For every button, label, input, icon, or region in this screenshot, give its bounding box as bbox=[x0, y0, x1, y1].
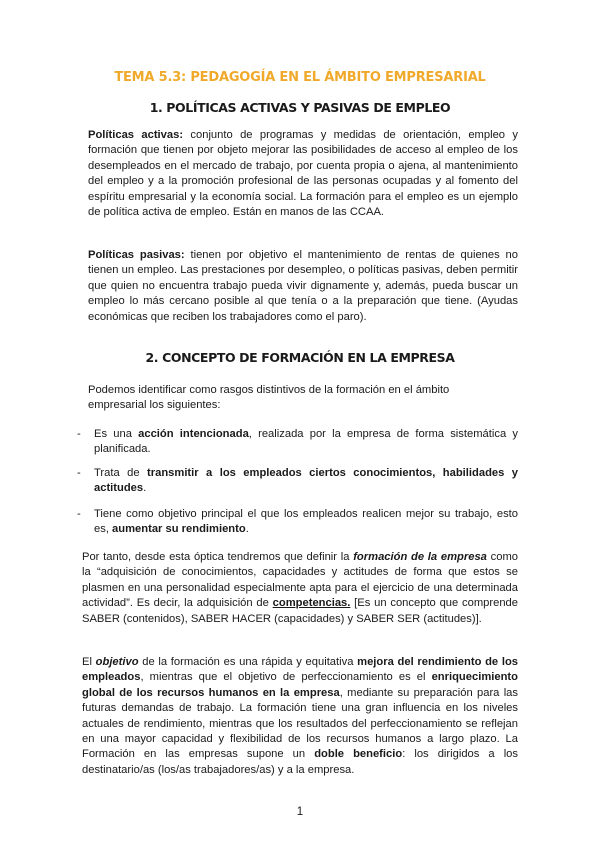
p2-objetivo: objetivo bbox=[95, 656, 139, 668]
p1-competencias: competencias. bbox=[272, 597, 351, 610]
text-politicas-pasivas: tienen por objetivo el mantenimiento de rentas de quienes no tienen un empleo. Las prestaciones por desempleo, o políticas pasivas, deben permitir que quien no encuentra trabajo pueda vivir dignamente y, además, pueda buscar un empleo lo más cercano posible al que tenía o a la preparación que tiene. (Ayudas económicas que reciben los trabajadores como el paro). bbox=[88, 249, 518, 323]
p2-g: , mediante su preparación para las futuras demandas de trabajo. La formación tiene una gran influencia en los niveles actuales de rendimiento, mientras que los resultados del perfeccionamiento se reflejan en una mayor capacidad y flexibilidad de los recursos humanos a largo plazo. La Formación en las empresas supone un bbox=[82, 686, 519, 761]
p2-i: : los dirigidos a los destinatario/as (los/as trabajadores/as) y a la empresa. bbox=[82, 748, 518, 776]
bullet-2-pre: Trata de bbox=[94, 467, 148, 479]
paragraph-politicas-pasivas bbox=[88, 248, 518, 325]
section-2-heading: 2. CONCEPTO DE FORMACIÓN EN LA EMPRESA bbox=[145, 350, 455, 365]
document-title: TEMA 5.3: PEDAGOGÍA EN EL ÁMBITO EMPRESARIAL bbox=[114, 70, 486, 85]
p1-pre: Por tanto, desde esta óptica tendremos que definir la bbox=[82, 551, 354, 563]
bullet-dash-1: - bbox=[77, 428, 81, 440]
section-1-heading: 1. POLÍTICAS ACTIVAS Y PASIVAS DE EMPLEO bbox=[149, 100, 451, 115]
p1-emphasis: formación de la empresa bbox=[353, 551, 487, 563]
label-politicas-pasivas: Políticas pasivas: bbox=[88, 249, 185, 261]
paragraph-intro: Podemos identificar como rasgos distintivos de la formación en el ámbito empresarial los siguientes: bbox=[88, 384, 450, 412]
bullet-item-3 bbox=[94, 507, 518, 538]
label-politicas-activas: Políticas activas: bbox=[88, 129, 184, 141]
bullet-1-post: , realizada por la empresa de forma sistemática y planificada. bbox=[94, 428, 518, 456]
p2-doble-beneficio: doble beneficio bbox=[314, 748, 403, 761]
bullet-3-pre: Tiene como objetivo principal el que los empleados realicen mejor su trabajo, esto es, bbox=[94, 508, 518, 536]
p2-enriquecimiento: enriquecimiento global de los recursos humanos en la empresa bbox=[82, 671, 518, 699]
bullet-2-bold: transmitir a los empleados ciertos conocimientos, habilidades y actitudes bbox=[94, 467, 519, 495]
bullet-3-post: . bbox=[245, 523, 249, 536]
bullet-1-bold: acción intencionada bbox=[138, 428, 249, 440]
bullet-1-pre: Es una bbox=[94, 428, 139, 440]
paragraph-objetivo-formacion bbox=[82, 655, 518, 778]
p2-e: , mientras que el objetivo de perfeccionamiento es el bbox=[140, 671, 432, 684]
bullet-3-bold: aumentar su rendimiento bbox=[112, 523, 246, 536]
p1-mid: como la “adquisición de conocimientos, capacidades y actitudes de forma que estos se plasmen en una personalidad especialmente apta para el ejercicio de una determinada actividad”. Es decir, la adquisición de bbox=[82, 551, 518, 610]
p2-mejora: mejora del rendimiento de los empleados bbox=[82, 656, 519, 684]
bullet-item-2 bbox=[94, 466, 518, 497]
bullet-2-post: . bbox=[143, 482, 147, 495]
paragraph-politicas-activas bbox=[88, 128, 518, 220]
bullet-item-1 bbox=[94, 427, 518, 458]
p2-c: de la formación es una rápida y equitativa bbox=[138, 656, 358, 668]
bullet-dash-2: - bbox=[77, 467, 81, 479]
p1-post: [Es un concepto que comprende SABER (contenidos), SABER HACER (capacidades) y SABER SER (actitudes)]. bbox=[82, 597, 518, 625]
p2-a: El bbox=[82, 656, 96, 668]
text-politicas-activas: conjunto de programas y medidas de orientación, empleo y formación que tienen por objeto mejorar las posibilidades de acceso al empleo de los desempleados en el mercado de trabajo, por cuenta propia o ajena, al mantenimiento del empleo y a la promoción profesional de las personas ocupadas y al fomento del espíritu empresarial y la economía social. La formación para el empleo es un ejemplo de política activa de empleo. Están en manos de las CCAA. bbox=[88, 129, 518, 219]
page-number: 1 bbox=[296, 806, 304, 818]
paragraph-definicion-formacion bbox=[82, 550, 518, 627]
bullet-dash-3: - bbox=[77, 508, 81, 520]
